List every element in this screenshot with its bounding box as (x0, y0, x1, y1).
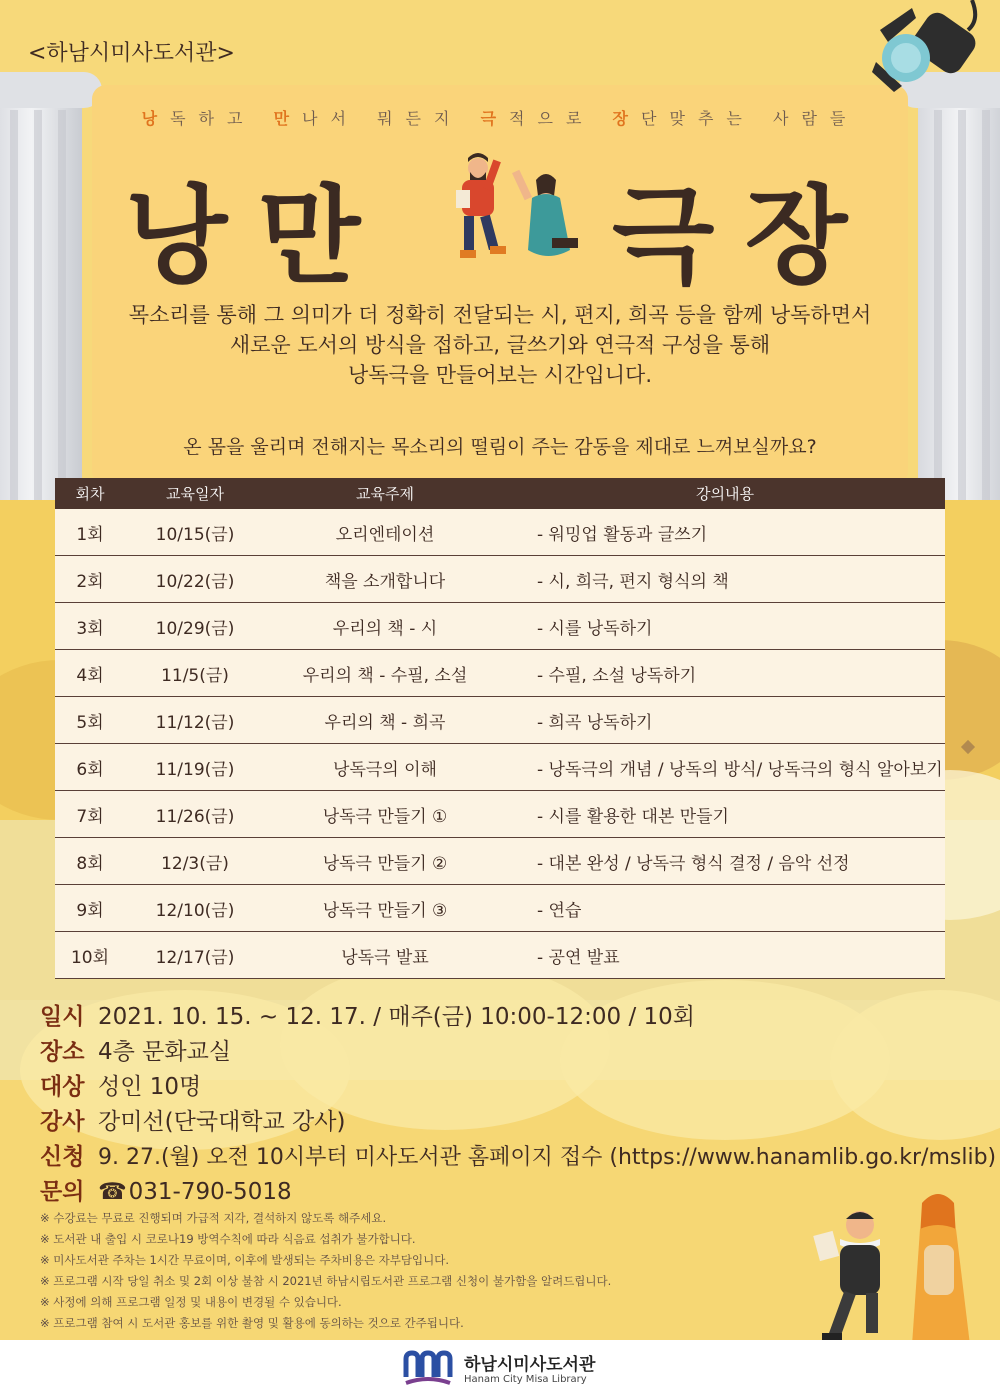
cell-session: 10회 (55, 932, 125, 979)
table-row (55, 744, 945, 791)
cell-topic: 책을 소개합니다 (265, 556, 505, 603)
tagline-char (359, 109, 377, 128)
header-session: 회차 (55, 478, 125, 509)
cell-session: 7회 (55, 791, 125, 838)
tagline-char: 적 (509, 109, 538, 128)
cell-content: - 수필, 소설 낭독하기 (505, 650, 945, 697)
cell-content: - 연습 (505, 885, 945, 932)
cell-content: - 대본 완성 / 낭독극 형식 결정 / 음악 선정 (505, 838, 945, 885)
intro-text (0, 300, 1000, 390)
cell-content: - 시를 활용한 대본 만들기 (505, 791, 945, 838)
note-item: ※ 프로그램 시작 당일 취소 및 2회 이상 불참 시 2021년 하남시립도서관 프로그램 신청이 불가함을 알려드립니다. (40, 1274, 612, 1288)
info-value: 2021. 10. 15. ~ 12. 17. / 매주(금) 10:00-12:00 / 10회 (98, 1004, 695, 1030)
cell-session: 3회 (55, 603, 125, 650)
table-row (55, 556, 945, 603)
cell-content: - 낭독극의 개념 / 낭독의 방식/ 낭독극의 형식 알아보기 (505, 744, 945, 791)
tagline-char: 하 (198, 109, 228, 128)
info-label: 대상 (40, 1074, 85, 1100)
tagline-char: 지 (434, 109, 463, 128)
cell-content: - 시를 낭독하기 (505, 603, 945, 650)
cell-date: 12/17(금) (125, 932, 265, 979)
cell-date: 11/12(금) (125, 697, 265, 744)
info-value: 031-790-5018 (128, 1179, 292, 1205)
table-row (55, 932, 945, 979)
info-label: 신청 (40, 1144, 85, 1170)
info-label: 강사 (40, 1109, 85, 1135)
note-item: ※ 도서관 내 출입 시 코로나19 방역수칙에 따라 식음료 섭취가 불가합니다. (40, 1232, 416, 1246)
tagline-char: 서 (330, 109, 359, 128)
table-row (55, 838, 945, 885)
performers-illustration (448, 150, 588, 270)
info-value: 강미선(단국대학교 강사) (98, 1109, 346, 1135)
tagline-char: 으 (537, 109, 566, 128)
cell-topic: 우리의 책 - 시 (265, 603, 505, 650)
program-info (40, 1000, 996, 1210)
tagline-char: 낭 (141, 109, 171, 128)
tagline-char: 사 (772, 109, 802, 128)
tagline-char: 람 (801, 109, 830, 128)
tagline-char: 단 (641, 109, 670, 128)
tagline-char (755, 109, 773, 128)
tagline-char: 들 (829, 109, 859, 128)
cell-date: 11/19(금) (125, 744, 265, 791)
cell-session: 1회 (55, 509, 125, 556)
tagline-char: 는 (726, 109, 755, 128)
info-row-apply (40, 1140, 996, 1175)
cell-topic: 우리의 책 - 수필, 소설 (265, 650, 505, 697)
table-row (55, 885, 945, 932)
library-name: 하남시미사도서관 (464, 1355, 596, 1375)
info-row-date (40, 1000, 996, 1035)
cell-session: 6회 (55, 744, 125, 791)
tagline-char: 장 (612, 109, 642, 128)
cell-date: 11/26(금) (125, 791, 265, 838)
cell-date: 11/5(금) (125, 650, 265, 697)
table-row (55, 603, 945, 650)
header-date: 교육일자 (125, 478, 265, 509)
library-tag: <하남시미사도서관> (28, 41, 235, 66)
info-row-instructor (40, 1105, 996, 1140)
cell-content: - 워밍업 활동과 글쓰기 (505, 509, 945, 556)
info-label: 일시 (40, 1004, 85, 1030)
info-row-place (40, 1035, 996, 1070)
cell-topic: 낭독극의 이해 (265, 744, 505, 791)
cell-session: 4회 (55, 650, 125, 697)
intro-line: 새로운 도서의 방식을 접하고, 글쓰기와 연극적 구성을 통해 (229, 333, 771, 357)
readers-illustration (800, 1185, 990, 1355)
tagline-char: 고 (227, 109, 256, 128)
cell-date: 10/15(금) (125, 509, 265, 556)
tagline-char (462, 109, 480, 128)
tagline-char: 극 (480, 109, 510, 128)
cell-topic: 우리의 책 - 희곡 (265, 697, 505, 744)
tagline-char (594, 109, 612, 128)
title-char: 장 (745, 175, 846, 298)
cell-date: 10/22(금) (125, 556, 265, 603)
tagline-char: 맞 (669, 109, 698, 128)
library-logo-icon (402, 1349, 454, 1389)
note-item: ※ 사정에 의해 프로그램 일정 및 내용이 변경될 수 있습니다. (40, 1295, 342, 1309)
title-char: 낭 (125, 175, 226, 298)
cell-session: 9회 (55, 885, 125, 932)
info-label: 문의 (40, 1179, 85, 1205)
cell-session: 2회 (55, 556, 125, 603)
intro-line: 목소리를 통해 그 의미가 더 정확히 전달되는 시, 편지, 희곡 등을 함께 낭독하면서 (128, 303, 872, 327)
library-name-english: Hanam City Misa Library (464, 1374, 587, 1385)
cell-content: - 공연 발표 (505, 932, 945, 979)
cell-content: - 희곡 낭독하기 (505, 697, 945, 744)
info-value: 성인 10명 (98, 1074, 202, 1100)
cell-content: - 시, 희극, 편지 형식의 책 (505, 556, 945, 603)
info-label: 장소 (40, 1039, 85, 1065)
spotlight-icon (872, 0, 992, 100)
header-topic: 교육주제 (265, 478, 505, 509)
tagline-char: 뭐 (377, 109, 406, 128)
info-value: 4층 문화교실 (98, 1039, 232, 1065)
cell-topic: 낭독극 만들기 ③ (265, 885, 505, 932)
table-row (55, 650, 945, 697)
tagline (0, 106, 1000, 129)
cell-topic: 낭독극 만들기 ② (265, 838, 505, 885)
footer (0, 1340, 1000, 1400)
tagline-char: 만 (273, 109, 303, 128)
title-char: 만 (258, 175, 359, 298)
table-row (55, 791, 945, 838)
info-value: 9. 27.(월) 오전 10시부터 미사도서관 홈페이지 접수 (https://www.hanamlib.go.kr/mslib) (98, 1145, 997, 1170)
tagline-char: 독 (170, 109, 199, 128)
tagline-char: 든 (405, 109, 435, 128)
cell-date: 10/29(금) (125, 603, 265, 650)
note-item: ※ 수강료는 무료로 진행되며 가급적 지각, 결석하지 않도록 해주세요. (40, 1211, 387, 1225)
cell-date: 12/10(금) (125, 885, 265, 932)
table-row (55, 697, 945, 744)
phone-icon: ☎ (98, 1179, 127, 1205)
cell-session: 8회 (55, 838, 125, 885)
table-row (55, 509, 945, 556)
cell-topic: 낭독극 발표 (265, 932, 505, 979)
cell-topic: 낭독극 만들기 ① (265, 791, 505, 838)
cell-session: 5회 (55, 697, 125, 744)
note-item: ※ 미사도서관 주차는 1시간 무료이며, 이후에 발생되는 주차비용은 자부담입니다. (40, 1253, 449, 1267)
header-content: 강의내용 (505, 478, 945, 509)
notes-list (40, 1208, 611, 1334)
title-char: 극 (612, 175, 713, 298)
info-row-target (40, 1070, 996, 1105)
cell-date: 12/3(금) (125, 838, 265, 885)
table-header-row (55, 478, 945, 509)
intro-question: 온 몸을 울리며 전해지는 목소리의 떨림이 주는 감동을 제대로 느껴보실까요? (183, 436, 817, 458)
note-item: ※ 프로그램 참여 시 도서관 홍보를 위한 촬영 및 활용에 동의하는 것으로 간주됩니다. (40, 1316, 464, 1330)
tagline-char: 로 (565, 109, 595, 128)
tagline-char (255, 109, 273, 128)
cell-topic: 오리엔테이션 (265, 509, 505, 556)
schedule-table (55, 478, 945, 979)
tagline-char: 나 (302, 109, 331, 128)
intro-line: 낭독극을 만들어보는 시간입니다. (347, 363, 653, 387)
tagline-char: 추 (697, 109, 727, 128)
